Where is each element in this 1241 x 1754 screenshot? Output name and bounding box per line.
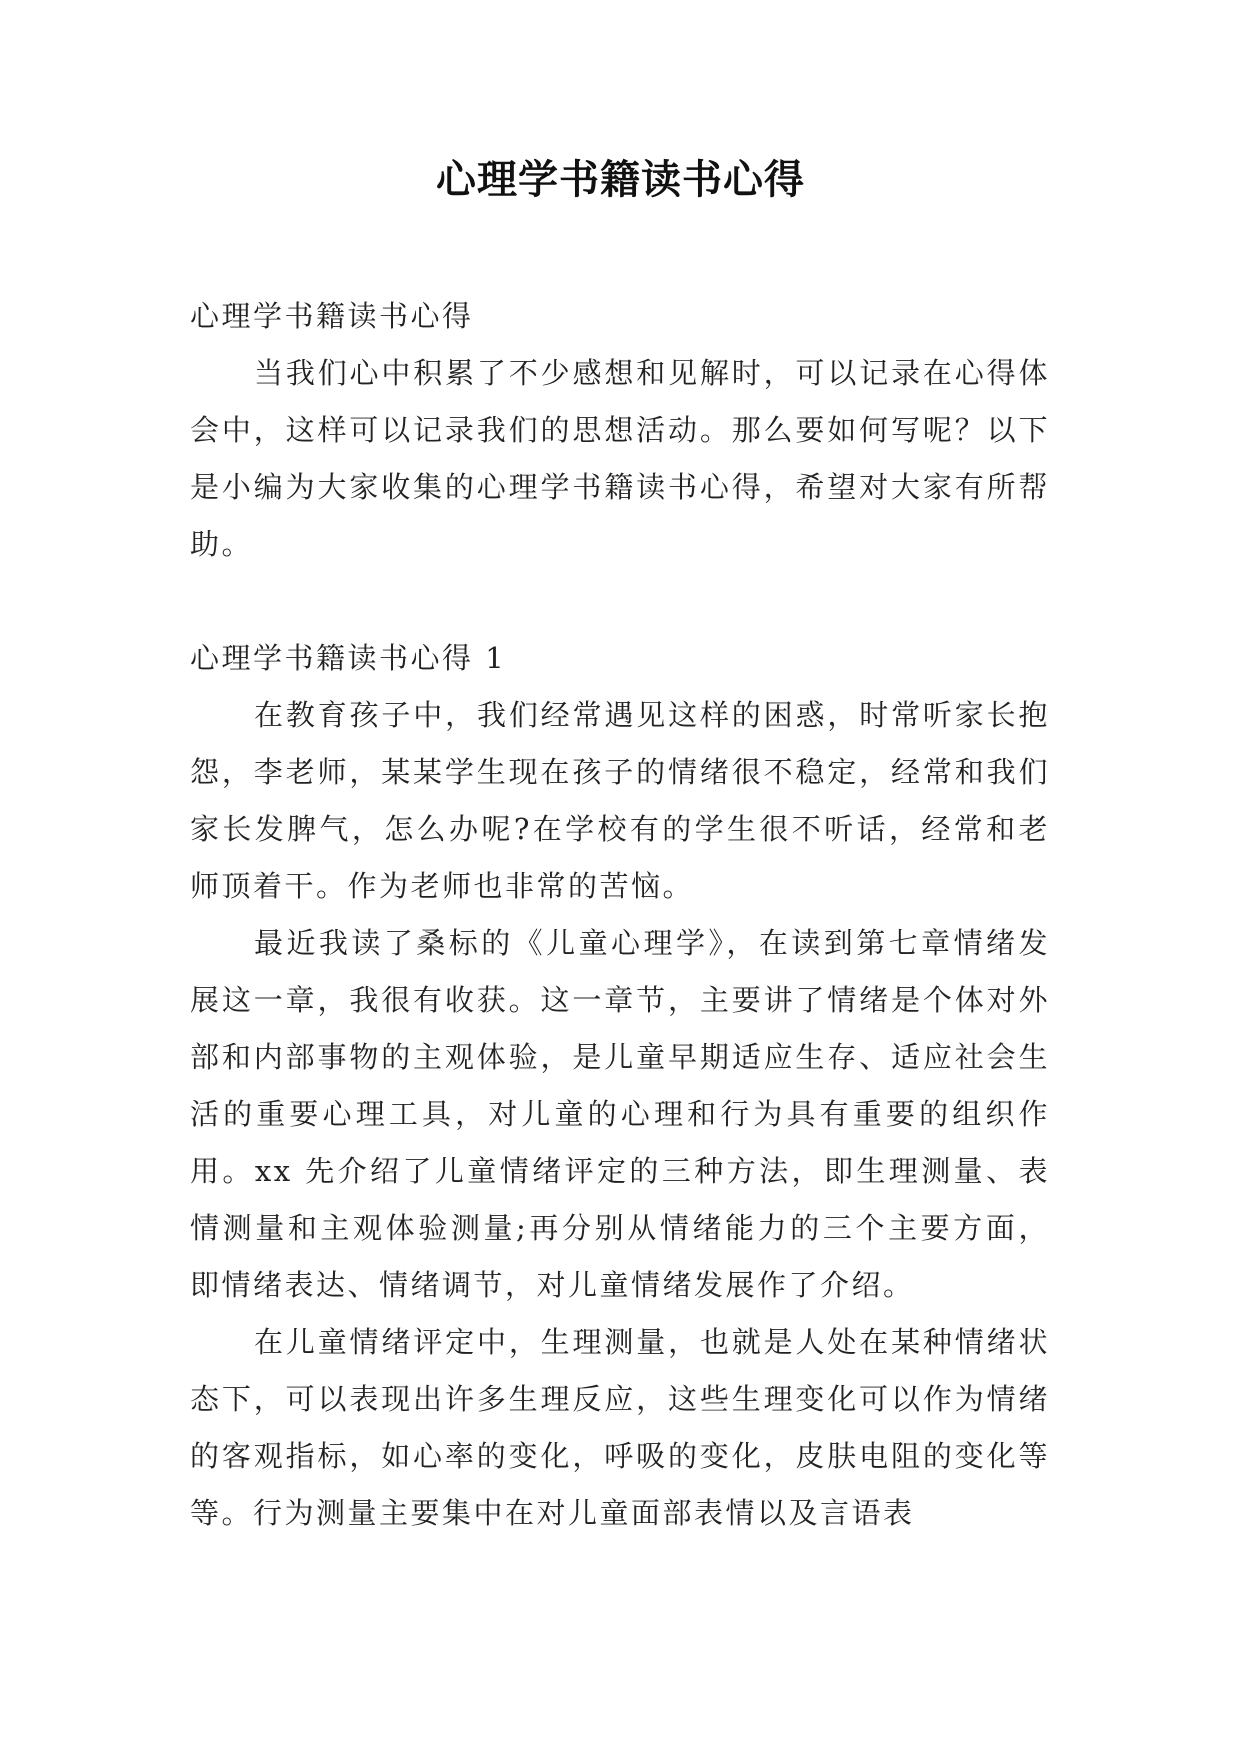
page-title: 心理学书籍读书心得 [436, 156, 805, 203]
intro-heading: 心理学书籍读书心得 [190, 299, 474, 333]
section-paragraph: 在教育孩子中，我们经常遇见这样的困惑，时常听家长抱怨，李老师，某某学生现在孩子的情绪很不稳定，经常和我们家长发脾气，怎么办呢?在学校有的学生很不听话，经常和老师顶着干。作为老师也非常的苦恼。 [190, 698, 1050, 903]
section-heading: 心理学书籍读书心得 1 [190, 641, 507, 675]
document-body [190, 288, 1050, 1542]
section-spacer [190, 573, 1050, 630]
section-paragraph: 最近我读了桑标的《儿童心理学》，在读到第七章情绪发展这一章，我很有收获。这一章节，主要讲了情绪是个体对外部和内部事物的主观体验，是儿童早期适应生存、适应社会生活的重要心理工具，对儿童的心理和行为具有重要的组织作用。xx 先介绍了儿童情绪评定的三种方法，即生理测量、表情测量和主观体验测量;再分别从情绪能力的三个主要方面，即情绪表达、情绪调节，对儿童情绪发展作了介绍。 [190, 926, 1050, 1302]
section-paragraph: 在儿童情绪评定中，生理测量，也就是人处在某种情绪状态下，可以表现出许多生理反应，这些生理变化可以作为情绪的客观指标，如心率的变化，呼吸的变化，皮肤电阻的变化等等。行为测量主要集中在对儿童面部表情以及言语表 [190, 1325, 1050, 1530]
intro-paragraph: 当我们心中积累了不少感想和见解时，可以记录在心得体会中，这样可以记录我们的思想活动。那么要如何写呢？以下是小编为大家收集的心理学书籍读书心得，希望对大家有所帮助。 [190, 356, 1050, 561]
